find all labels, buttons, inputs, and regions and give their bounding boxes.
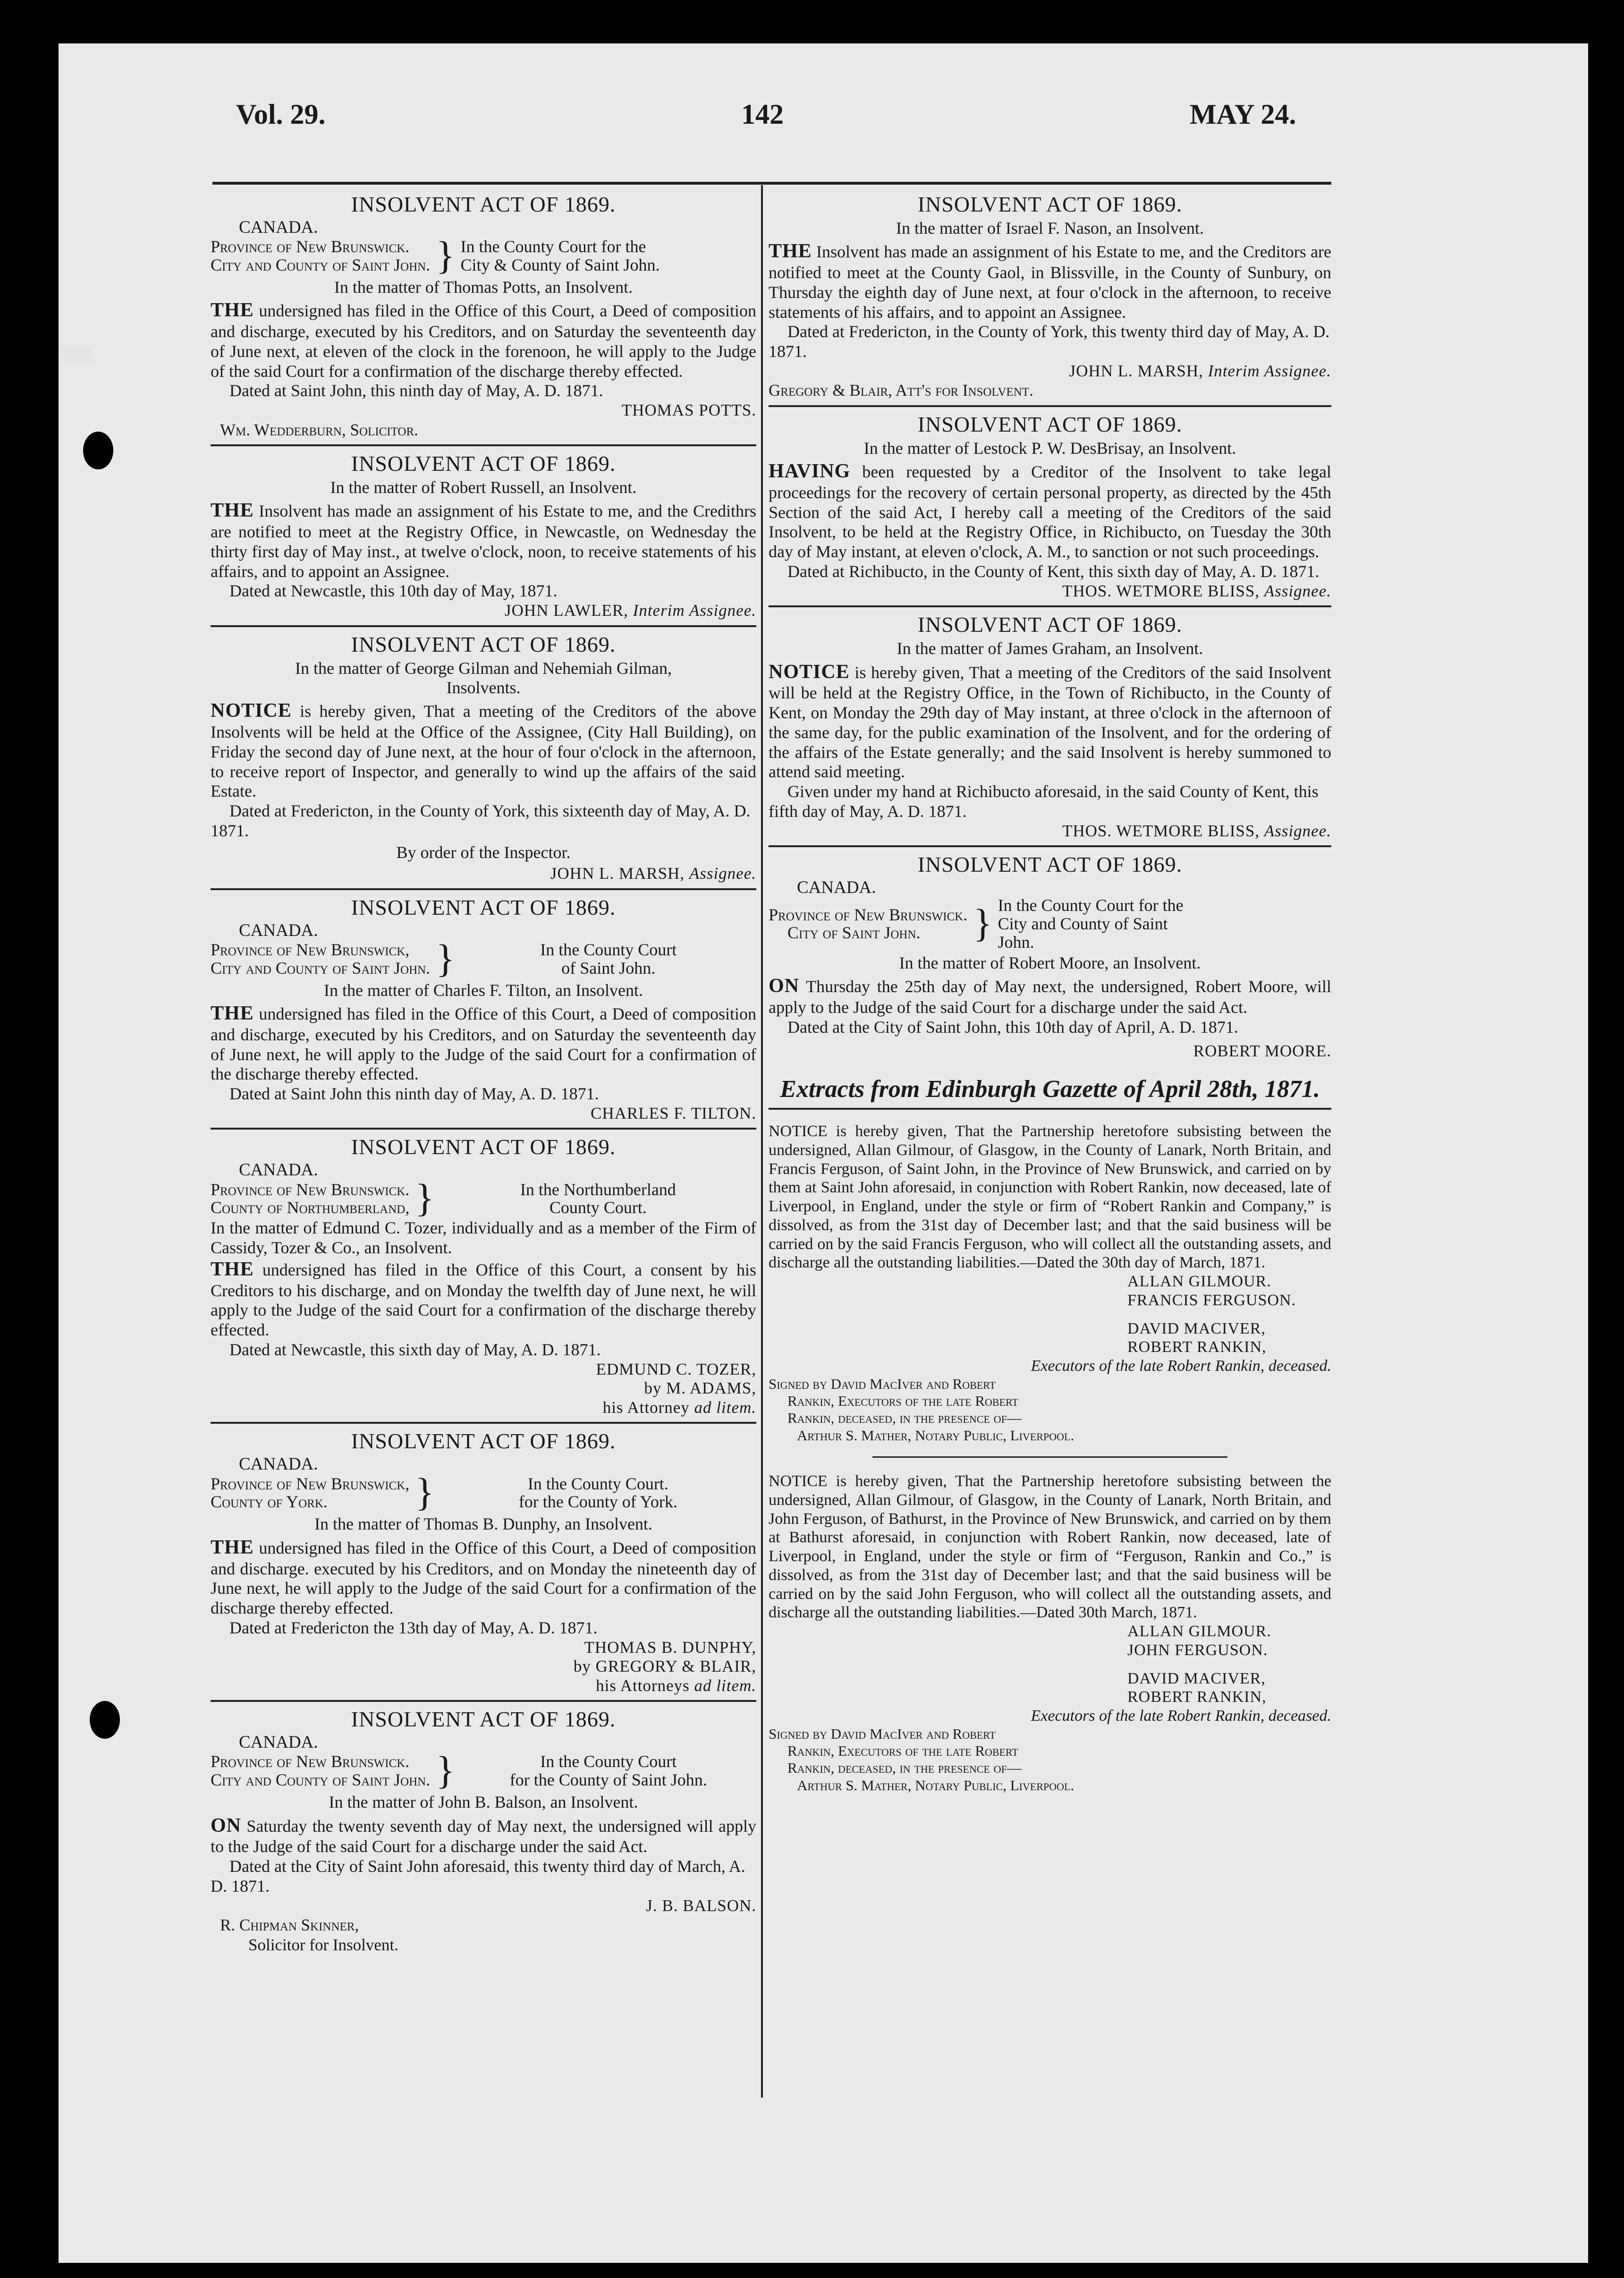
court-county-label: County Court. [549,1198,647,1217]
court-heading [211,1470,756,1515]
matter-line: In the matter of Charles F. Tilton, an Insolvent. [323,980,643,1000]
notice-body [769,460,1331,562]
signer-name: THOS. WETMORE BLISS, [1062,821,1260,840]
signature [769,582,1331,601]
attorney-label: his Attorney [602,1398,690,1417]
matter-line-2: Insolvents. [446,678,521,697]
solicitor-line: Wm. Wedderburn, Solicitor. [220,420,418,439]
canada-label: CANADA. [239,1454,318,1474]
notice-body [769,661,1331,782]
body-text: undersigned has filed in the Office of this Court, a consent by his Creditors to his discharge, and on Monday the twelfth day of June next, he will apply to the Judge of the said Court for a confirmation of the discharge thereby effected. [211,1260,756,1340]
extract-divider [872,1456,1227,1458]
signature-line-3 [211,1676,756,1696]
notice-gilman [211,632,756,890]
executors-line: Executors of the late Robert Rankin, deceased. [1031,1357,1331,1375]
signer-name: JOHN L. MARSH, [550,864,685,883]
page-edge-tab [59,346,92,365]
signature [769,362,1331,381]
province-label: Province of New Brunswick. [769,905,968,924]
signer-name: JOHN LAWLER, [504,601,628,620]
witness-line-4: Arthur S. Mather, Notary Public, Liverpool. [797,1776,1074,1794]
body-text: undersigned has filed in the Office of this Court, a Deed of composition and discharge. executed by his Creditors, and on Monday the nineteenth day of June next, he will apply to the Judge of the said Court for a confirmation of the discharge thereby effected. [211,1538,757,1617]
order-line: By order of the Inspector. [396,842,571,862]
brace-glyph: } [973,901,992,946]
dated-line: Dated at Fredericton, in the County of York, this sixteenth day of May, A. D. 1871. [211,801,751,840]
lead-word: THE [211,1258,254,1280]
right-column [769,189,1331,1794]
dated-line: Dated at Saint John, this ninth day of May, A. D. 1871. [229,381,603,400]
court-heading [211,1176,756,1221]
notice-title: INSOLVENT ACT OF 1869. [351,1429,616,1454]
notice-title: INSOLVENT ACT OF 1869. [351,451,616,476]
lead-word: ON [211,1814,241,1836]
signature: THOMAS POTTS. [621,401,756,420]
court-heading [769,896,1331,952]
notice-body [769,240,1331,322]
brace-glyph: } [436,1749,455,1793]
province-label: Province of New Brunswick, [211,940,410,959]
ad-litem-label: ad litem. [694,1398,756,1417]
canada-label: CANADA. [239,218,318,237]
signature [769,822,1331,841]
ad-litem-label: ad litem. [694,1676,756,1695]
extract-body: NOTICE is hereby given, That the Partnership heretofore subsisting between the undersigned, Allan Gilmour, of Glasgow, in the County of Lanark, North Britain, and John Ferguson, of Bathurst, in the Province of New Brunswick, and carried on by them at Bathurst aforesaid, in conjunction with Robert Rankin, now deceased, late of Liverpool, in England, under the style or firm of “Ferguson, Rankin and Co.,” is dissolved, as from the 31st day of December last; and that the said business will be carried on by the said John Ferguson, who will collect all the outstanding assets, and discharge all the outstanding liabilities.—Dated 30th March, 1871. [769,1472,1331,1622]
canada-label: CANADA. [239,920,318,940]
notice-james-graham [769,612,1331,847]
matter-line: In the matter of Lestock P. W. DesBrisay, an Insolvent. [863,438,1236,458]
notice-thomas-potts [211,192,756,446]
signature-line-2: by M. ADAMS, [644,1379,756,1398]
canada-label: CANADA. [239,1733,318,1752]
matter-line: In the matter of George Gilman and Nehemiah Gilman, [295,658,672,678]
signer-role: Interim Assignee. [633,601,756,620]
canada-label: CANADA. [239,1160,318,1180]
matter-line: In the matter of Edmund C. Tozer, individually and as a member of the Firm of Cassidy, Tozer & Co., an Insolvent. [211,1218,756,1258]
matter-line: In the matter of Robert Russell, an Insolvent. [330,478,637,497]
witness-line-1: Signed by David MacIver and Robert [769,1375,996,1392]
signer-role: Interim Assignee. [1208,361,1331,380]
signature-line-3 [211,1398,756,1418]
notice-robert-russell [211,451,756,627]
court-county-label: for the County of York. [518,1492,677,1512]
notice-title: INSOLVENT ACT OF 1869. [351,1707,616,1732]
column-divider [761,185,763,2098]
dated-line: Dated at the City of Saint John, this 10th day of April, A. D. 1871. [787,1017,1238,1037]
notice-israel-nason [769,192,1331,407]
county-label: City of Saint John. [787,923,921,943]
body-text: Thursday the 25th day of May next, the undersigned, Robert Moore, will apply to the Judge of the said Court for a discharge under the said Act. [769,977,1331,1017]
issue-date: MAY 24. [1190,99,1296,130]
signature [211,601,756,620]
notice-title: INSOLVENT ACT OF 1869. [917,412,1183,436]
signer-4: ROBERT RANKIN, [1127,1338,1267,1356]
extract-notice-1 [769,1122,1331,1444]
court-county-label: of Saint John. [561,958,656,978]
witness-line-2: Rankin, Executors of the late Robert [787,1742,1018,1760]
notice-body [211,699,756,801]
notice-edmund-tozer [211,1134,756,1424]
page-number: 142 [741,99,784,130]
witness-line-1: Signed by David MacIver and Robert [769,1725,996,1742]
dated-line: Dated at Saint John this ninth day of May, A. D. 1871. [229,1084,599,1104]
punch-hole-bottom [90,1701,120,1739]
solicitor-name: R. Chipman Skinner, [220,1916,359,1935]
court-label: In the County Court. [527,1474,668,1493]
witness-block [769,1376,1331,1444]
notice-body [769,975,1331,1017]
matter-line: In the matter of Israel F. Nason, an Insolvent. [896,219,1204,238]
notice-body [211,499,756,581]
signer-3: DAVID MACIVER, [1127,1669,1266,1687]
signature: J. B. BALSON. [646,1896,756,1915]
county-label: City and County of Saint John. [211,255,431,274]
dated-line: Dated at Newcastle, this 10th day of May, 1871. [229,581,558,601]
dated-line: Dated at Richibucto, in the County of Kent, this sixth day of May, A. D. 1871. [787,561,1320,581]
province-label: Province of New Brunswick. [211,237,410,256]
body-text: is hereby given, That a meeting of the Creditors of the above Insolvents will be held at the Office of the Assignee, (City Hall Building), on Friday the second day of June next, at the hour of four o'clock in the afternoon, to receive report of Inspector, and generally to wind up the affairs of the said Estate. [211,702,757,801]
brace-glyph: } [436,234,455,278]
dated-line: Dated at Newcastle, this sixth day of May, A. D. 1871. [229,1340,601,1359]
court-label: In the County Court for the [460,237,646,256]
signer-name: THOS. WETMORE BLISS, [1062,581,1260,600]
notice-body [211,1258,756,1340]
dated-line: Given under my hand at Richibucto aforesaid, in the said County of Kent, this fifth day of May, A. D. 1871. [769,782,1319,821]
signer-4: ROBERT RANKIN, [1127,1688,1267,1706]
lead-word: HAVING [769,460,851,483]
brace-glyph: } [436,936,455,981]
body-text: Insolvent has made an assignment of his Estate to me, and the Credithrs are notified to meet at the Registry Office, in Newcastle, on Wednesday the thirty first day of May inst., at twelve o'clock, noon, to receive statements of his affairs, and to appoint an Assignee. [211,502,756,581]
matter-line: In the matter of John B. Balson, an Insolvent. [329,1793,638,1812]
notice-title: INSOLVENT ACT OF 1869. [351,632,616,656]
court-label: In the County Court [540,940,677,959]
court-label: In the Northumberland [520,1180,676,1199]
signer-role: Assignee. [689,864,756,883]
province-label: Province of New Brunswick, [211,1474,410,1493]
signer-role: Assignee. [1264,821,1331,840]
signer-role: Assignee. [1264,581,1331,600]
notice-body [211,1002,756,1084]
province-label: Province of New Brunswick. [211,1752,410,1771]
lead-word: THE [211,1003,254,1025]
attorney-label: his Attorneys [596,1676,690,1695]
notice-title: INSOLVENT ACT OF 1869. [917,852,1183,877]
matter-line: In the matter of Thomas B. Dunphy, an Insolvent. [314,1514,652,1534]
court-label: In the County Court [540,1752,677,1771]
extract-body: NOTICE is hereby given, That the Partnership heretofore subsisting between the undersigned, Allan Gilmour, of Glasgow, in the County of Lanark, North Britain, and Francis Ferguson, of Saint John, in the Province of New Brunswick, and carried on by them at Saint John aforesaid, in conjunction with Robert Rankin, now deceased, late of Liverpool, in England, under the style or firm of “Robert Rankin and Company,” is dissolved, as from the 31st day of December last; and that the said business will be carried on by the said Francis Ferguson, who will collect all the outstanding assets, and discharge all the outstanding liabilities.—Dated the 30th day of March, 1871. [769,1122,1331,1272]
court-county-label-2: John. [998,932,1034,952]
signer-2: FRANCIS FERGUSON. [1127,1291,1296,1309]
extract-notice-2 [769,1472,1331,1794]
body-text: undersigned has filed in the Office of this Court, a Deed of composition and discharge, executed by his Creditors, and on Saturday the seventeenth day of June next, he will apply to the Judge of the said Court for a confirmation of the discharge thereby effected. [211,1004,757,1084]
signer-1: ALLAN GILMOUR. [1127,1623,1271,1640]
notice-body [211,1814,756,1857]
province-label: Province of New Brunswick. [211,1180,410,1199]
signer-2: JOHN FERGUSON. [1127,1641,1268,1659]
notice-body [211,1536,756,1618]
signer-3: DAVID MACIVER, [1127,1319,1266,1337]
dated-line: Dated at Fredericton the 13th day of May, A. D. 1871. [229,1618,598,1637]
court-county-label: for the County of Saint John. [509,1770,707,1790]
body-text: is hereby given, That a meeting of the Creditors of the said Insolvent will be held at the Registry Office, in the Town of Richibucto, in the County of Kent, on Monday the 29th day of May instant, at three o'clock in the afternoon of the same day, for the public examination of the Insolvent, and for the ordering of the affairs of the Estate generally; and the said Insolvent is hereby summoned to attend said meeting. [769,663,1332,782]
signature: ROBERT MOORE. [1193,1042,1331,1061]
brace-glyph: } [415,1470,434,1515]
executors-line: Executors of the late Robert Rankin, deceased. [1031,1707,1331,1725]
county-label: City and County of Saint John. [211,1770,431,1790]
signature-line-1: EDMUND C. TOZER, [596,1360,756,1378]
attorneys-line: Gregory & Blair, Att's for Insolvent. [769,381,1033,400]
brace-glyph: } [415,1176,434,1221]
notice-desbrisay [769,412,1331,607]
lead-word: THE [211,500,254,522]
signer-name: JOHN L. MARSH, [1069,361,1203,380]
court-heading [211,236,756,276]
lead-word: THE [211,1536,254,1558]
signature-line-1: THOMAS B. DUNPHY, [584,1638,756,1657]
notice-title: INSOLVENT ACT OF 1869. [917,192,1183,216]
solicitor-role: Solicitor for Insolvent. [248,1935,398,1954]
dated-line: Dated at the City of Saint John aforesaid, this twenty third day of March, A. D. 1871. [211,1857,745,1896]
extracts-heading: Extracts from Edinburgh Gazette of April 28th, 1871. [769,1075,1331,1110]
county-label: City and County of Saint John. [211,958,431,978]
lead-word: NOTICE [211,700,292,722]
notice-thomas-dunphy [211,1428,756,1702]
court-heading [211,936,756,981]
lead-word: ON [769,975,799,997]
witness-line-3: Rankin, deceased, in the presence of— [787,1760,1022,1776]
court-heading [211,1751,756,1791]
notice-body [211,299,756,381]
witness-line-3: Rankin, deceased, in the presence of— [787,1410,1022,1427]
county-label: County of York. [211,1492,328,1512]
dated-line: Dated at Fredericton, in the County of York, this twenty third day of May, A. D. 1871. [769,322,1330,361]
lead-word: NOTICE [769,661,850,683]
signature-line-2: by GREGORY & BLAIR, [573,1657,756,1676]
notice-title: INSOLVENT ACT OF 1869. [351,192,616,216]
witness-line-2: Rankin, Executors of the late Robert [787,1393,1018,1410]
notice-robert-moore [769,852,1331,1066]
county-label: County of Northumberland, [211,1198,410,1217]
notice-title: INSOLVENT ACT OF 1869. [351,895,616,919]
punch-hole-top [83,432,113,469]
signature [211,864,756,884]
body-text: Insolvent has made an assignment of his Estate to me, and the Creditors are notified to meet at the County Gaol, in Blissville, in the County of Sunbury, on Thursday the eighth day of June next, at four o'clock in the afternoon, to receive statements of his affairs, and to appoint an Assignee. [769,242,1332,322]
left-column [211,189,756,1964]
lead-word: THE [769,240,812,263]
lead-word: THE [211,299,254,322]
body-text: Saturday the twenty seventh day of May next, the undersigned will apply to the Judge of the said Court for a discharge under the said Act. [211,1816,756,1856]
notice-title: INSOLVENT ACT OF 1869. [351,1135,616,1159]
signature: CHARLES F. TILTON. [591,1104,756,1122]
court-county-label: City & County of Saint John. [460,255,660,274]
signer-1: ALLAN GILMOUR. [1127,1273,1271,1291]
matter-line: In the matter of James Graham, an Insolvent. [897,639,1203,658]
matter-line: In the matter of Robert Moore, an Insolvent. [899,953,1201,972]
canada-label: CANADA. [797,878,876,898]
notice-title: INSOLVENT ACT OF 1869. [917,612,1183,637]
volume-label: Vol. 29. [236,99,326,130]
court-label: In the County Court for the [998,896,1184,915]
body-text: undersigned has filed in the Office of this Court, a Deed of composition and discharge, executed by his Creditors, and on Saturday the seventeenth day of June next, at eleven of the clock in the forenoon, he will apply to the Judge of the said Court for a confirmation of the discharge thereby effected. [211,301,757,381]
witness-line-4: Arthur S. Mather, Notary Public, Liverpool. [797,1427,1074,1444]
notice-charles-tilton [211,895,756,1130]
notice-john-balson [211,1707,756,1959]
witness-block [769,1726,1331,1794]
matter-line: In the matter of Thomas Potts, an Insolvent. [334,278,633,297]
court-county-label: City and County of Saint [998,914,1168,934]
header-rule [212,182,1331,185]
body-text: been requested by a Creditor of the Insolvent to take legal proceedings for the recovery of certain personal property, as directed by the 45th Section of the said Act, I hereby call a meeting of the Creditors of the said Insolvent, to be held at the Registry Office, in Richibucto, on Tuesday the 30th day of May instant, at eleven o'clock, A. M., to sanction or not such proceedings. [769,462,1332,561]
